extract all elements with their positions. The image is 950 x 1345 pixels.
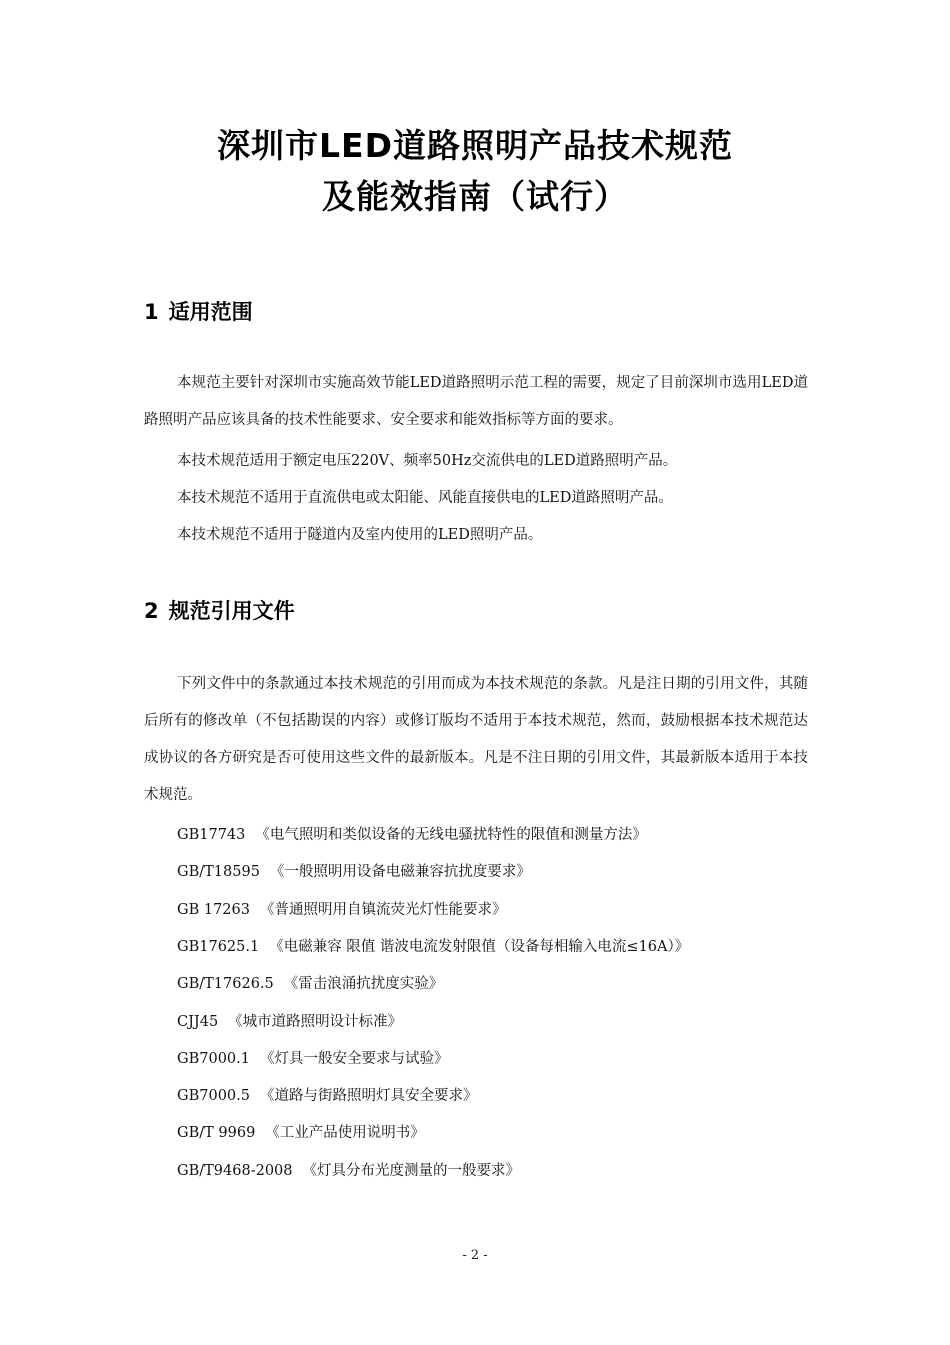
reference-code: GB 17263 <box>177 901 250 918</box>
reference-item <box>177 1047 448 1068</box>
reference-item <box>177 860 531 881</box>
section2-paragraph: 下列文件中的条款通过本技术规范的引用而成为本技术规范的条款。凡是注日期的引用文件，其随后所有的修改单（不包括勘误的内容）或修订版均不适用于本技术规范，然而，鼓励根据本技术规范达成协议的各方研究是否可使用这些文件的最新版本。凡是不注日期的引用文件，其最新版本适用于本技术规范。 <box>144 676 808 803</box>
reference-item <box>177 1159 520 1180</box>
reference-item <box>177 898 506 919</box>
section1-heading <box>144 296 253 326</box>
reference-title: 《灯具一般安全要求与试验》 <box>259 1050 449 1067</box>
reference-title: 《电气照明和类似设备的无线电骚扰特性的限值和测量方法》 <box>255 827 647 843</box>
reference-code: GB17625.1 <box>177 938 260 955</box>
reference-item <box>177 935 689 956</box>
reference-code: GB/T17626.5 <box>177 976 274 993</box>
reference-code: GB/T18595 <box>177 864 260 881</box>
document-title-line1: 深圳市LED道路照明产品技术规范 <box>217 126 733 165</box>
reference-title: 《雷击浪涌抗扰度实验》 <box>283 976 444 993</box>
reference-code: GB7000.1 <box>177 1050 250 1067</box>
reference-item <box>177 1121 425 1142</box>
reference-title: 《城市道路照明设计标准》 <box>228 1013 403 1030</box>
page-number: - 2 - <box>462 1248 488 1263</box>
section2-heading <box>144 595 295 625</box>
reference-title: 《道路与街路照明灯具安全要求》 <box>259 1088 478 1105</box>
section2-number: 2 <box>144 599 159 623</box>
reference-item <box>177 1010 402 1031</box>
section1-line-scope: 本技术规范适用于额定电压220V、频率50Hz交流供电的LED道路照明产品。 <box>177 453 678 469</box>
reference-code: GB7000.5 <box>177 1088 250 1105</box>
reference-code: GB/T9468-2008 <box>177 1162 293 1179</box>
section1-number: 1 <box>144 300 159 324</box>
reference-title: 《工业产品使用说明书》 <box>265 1125 425 1142</box>
reference-title: 《一般照明用设备电磁兼容抗扰度要求》 <box>269 864 531 881</box>
section2-heading-text: 规范引用文件 <box>168 599 295 623</box>
reference-code: GB/T 9969 <box>177 1125 256 1142</box>
reference-code: GB17743 <box>177 827 246 843</box>
reference-title: 《普通照明用自镇流荧光灯性能要求》 <box>259 901 507 918</box>
reference-title: 《灯具分布光度测量的一般要求》 <box>302 1162 520 1179</box>
reference-item <box>177 1084 477 1105</box>
document-title-line2: 及能效指南（试行） <box>322 177 628 216</box>
section1-line-exclusion-dc: 本技术规范不适用于直流供电或太阳能、风能直接供电的LED道路照明产品。 <box>177 490 673 506</box>
reference-item <box>177 972 443 993</box>
reference-item <box>177 823 647 844</box>
section1-line-exclusion-tunnel: 本技术规范不适用于隧道内及室内使用的LED照明产品。 <box>177 527 543 543</box>
section1-paragraph: 本规范主要针对深圳市实施高效节能LED道路照明示范工程的需要，规定了目前深圳市选用LED道路照明产品应该具备的技术性能要求、安全要求和能效指标等方面的要求。 <box>144 375 808 428</box>
section1-heading-text: 适用范围 <box>168 300 253 324</box>
reference-title: 《电磁兼容 限值 谐波电流发射限值（设备每相输入电流≤16A）》 <box>269 938 690 955</box>
reference-code: CJJ45 <box>177 1013 219 1030</box>
